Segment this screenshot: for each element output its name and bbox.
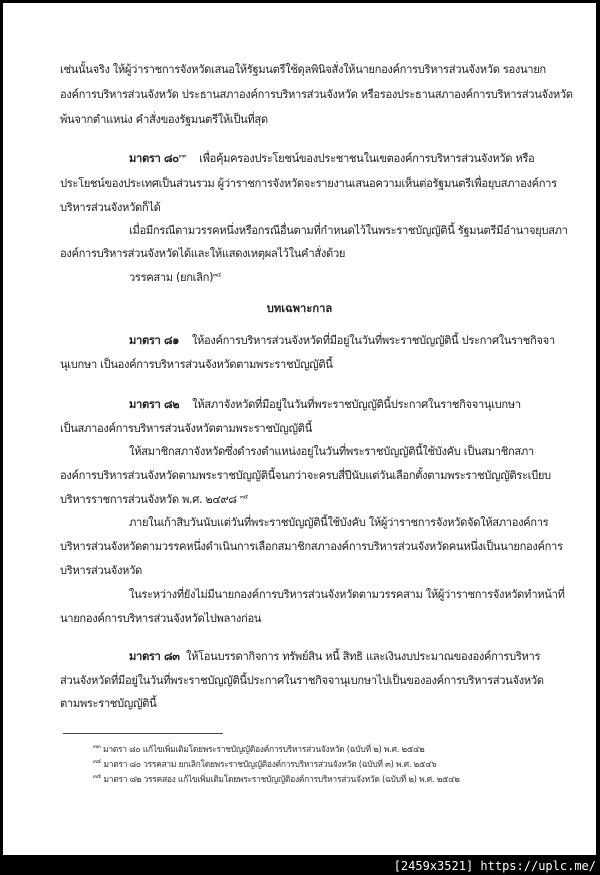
section-82-para4: ในระหว่างที่ยังไม่มีนายกองค์การบริหารส่วนจังหวัดตามวรรคสาม ให้ผู้ว่าราชการจังหวัดทำหน้าที่: [129, 588, 565, 601]
section-heading: บทเฉพาะกาล: [266, 302, 333, 315]
intro-line: องค์การบริหารส่วนจังหวัด ประธานสภาองค์การบริหารส่วนจังหวัด หรือรองประธานสภาองค์การบริหารส่วนจังหวัด: [60, 88, 573, 101]
section-82-first-line: มาตรา ๘๒ ให้สภาจังหวัดที่มีอยู่ในวันที่พระราชบัญญัตินี้ประกาศในราชกิจจานุเบกษา: [129, 398, 521, 411]
footnote-divider: [63, 733, 223, 734]
section-82-para2: ให้สมาชิกสภาจังหวัดซึ่งดำรงตำแหน่งอยู่ในวันที่พระราชบัญญัตินี้ใช้บังคับ เป็นสมาชิกสภา: [129, 445, 534, 458]
section-80-line: บริหารส่วนจังหวัดก็ได้: [60, 201, 161, 214]
section-82-para4: นายกองค์การบริหารส่วนจังหวัดไปพลางก่อน: [60, 612, 262, 625]
footnote: $^{๓๓}$ มาตรา ๘๐ แก้ไขเพิ่มเติมโดยพระราชบัญญัติองค์การบริหารส่วนจังหวัด (ฉบับที่ ๒) พ.ศ. ๒๕๔๒: [93, 743, 425, 755]
section-81-line: นุเบกษา เป็นองค์การบริหารส่วนจังหวัดตามพระราชบัญญัตินี้: [60, 358, 333, 371]
section-80-first-line: มาตรา ๘๐$^{๓๓}$ เพื่อคุ้มครองประโยชน์ของประชาชนในเขตองค์การบริหารส่วนจังหวัด หรือ: [129, 152, 535, 165]
section-83-line: ตามพระราชบัญญัตินี้: [60, 697, 157, 710]
section-82-para3: ภายในเก้าสิบวันนับแต่วันที่พระราชบัญญัตินี้ใช้บังคับ ให้ผู้ว่าราชการจังหวัดจัดให้สภาองค์การ: [129, 516, 549, 529]
section-83-label: มาตรา ๘๓: [129, 650, 180, 663]
intro-line: พ้นจากตำแหน่ง คำสั่งของรัฐมนตรีให้เป็นที่สุด: [60, 113, 268, 126]
section-82-line: เป็นสภาองค์การบริหารส่วนจังหวัดตามพระราชบัญญัตินี้: [60, 422, 312, 435]
section-81-label: มาตรา ๘๑: [129, 334, 180, 347]
section-82-para3: บริหารส่วนจังหวัด: [60, 564, 142, 577]
section-82-para2: องค์การบริหารส่วนจังหวัดตามพระราชบัญญัตินี้จนกว่าจะครบสี่ปีนับแต่วันเลือกตั้งตามพระราชบัญญัติระเบียบ: [60, 469, 551, 482]
section-80-para2: องค์การบริหารส่วนจังหวัดได้และให้แสดงเหตุผลไว้ในคำสั่งด้วย: [60, 247, 346, 260]
footnote-ref[interactable]: ๓๓: [178, 152, 187, 160]
image-size-stamp: [2459x3521] https://uplc.me/: [393, 859, 596, 873]
document-page: [3, 3, 596, 855]
section-80-para3: วรรคสาม (ยกเลิก)$^{๓๔}$: [129, 271, 222, 284]
section-80-label: มาตรา ๘๐: [129, 152, 179, 165]
section-82-para2: บริหารราชการส่วนจังหวัด พ.ศ. ๒๔๙๘ $^{๓๕}$: [60, 493, 248, 506]
section-82-para3: บริหารส่วนจังหวัดตามวรรคหนึ่งดำเนินการเลือกสมาชิกสภาองค์การบริหารส่วนจังหวัดคนหนึ่งเป็นนายกองค์การ: [60, 540, 563, 553]
footnote-mark: ๓๓: [93, 743, 101, 751]
footnote-mark: ๓๕: [93, 773, 102, 781]
section-83-first-line: มาตรา ๘๓ ให้โอนบรรดากิจการ ทรัพย์สิน หนี้ สิทธิ และเงินงบประมาณขององค์การบริหาร: [129, 650, 541, 663]
section-80-line: ประโยชน์ของประเทศเป็นส่วนรวม ผู้ว่าราชการจังหวัดจะรายงานเสนอความเห็นต่อรัฐมนตรีเพื่อยุบสภาองค์การ: [60, 177, 557, 190]
intro-line: เช่นนั้นจริง ให้ผู้ว่าราชการจังหวัดเสนอให้รัฐมนตรีใช้ดุลพินิจสั่งให้นายกองค์การบริหารส่วนจังหวัด รองนายก: [60, 63, 546, 76]
section-82-label: มาตรา ๘๒: [129, 398, 180, 411]
section-83-line: ส่วนจังหวัดที่มีอยู่ในวันที่พระราชบัญญัตินี้ประกาศในราชกิจจานุเบกษาไปเป็นขององค์การบริหารส่วนจังหวัด: [60, 674, 544, 687]
footnote: $^{๓๔}$ มาตรา ๘๐ วรรคสาม ยกเลิกโดยพระราชบัญญัติองค์การบริหารส่วนจังหวัด (ฉบับที่ ๓) พ.ศ. ๒๕๔๖: [93, 758, 437, 770]
footnote: $^{๓๕}$ มาตรา ๘๒ วรรคสอง แก้ไขเพิ่มเติมโดยพระราชบัญญัติองค์การบริหารส่วนจังหวัด (ฉบับที่ ๒) พ.ศ. ๒๕๔๒: [93, 773, 460, 785]
footnote-ref[interactable]: ๓๕: [239, 493, 248, 501]
section-81-first-line: มาตรา ๘๑ ให้องค์การบริหารส่วนจังหวัดที่มีอยู่ในวันที่พระราชบัญญัตินี้ ประกาศในราชกิจจา: [129, 334, 555, 347]
section-80-para2: เมื่อมีกรณีตามวรรคหนึ่งหรือกรณีอื่นตามที่กำหนดไว้ในพระราชบัญญัตินี้ รัฐมนตรีมีอำนาจยุบสภา: [129, 224, 568, 237]
footnote-ref[interactable]: ๓๔: [213, 271, 222, 279]
footnote-mark: ๓๔: [93, 758, 102, 766]
